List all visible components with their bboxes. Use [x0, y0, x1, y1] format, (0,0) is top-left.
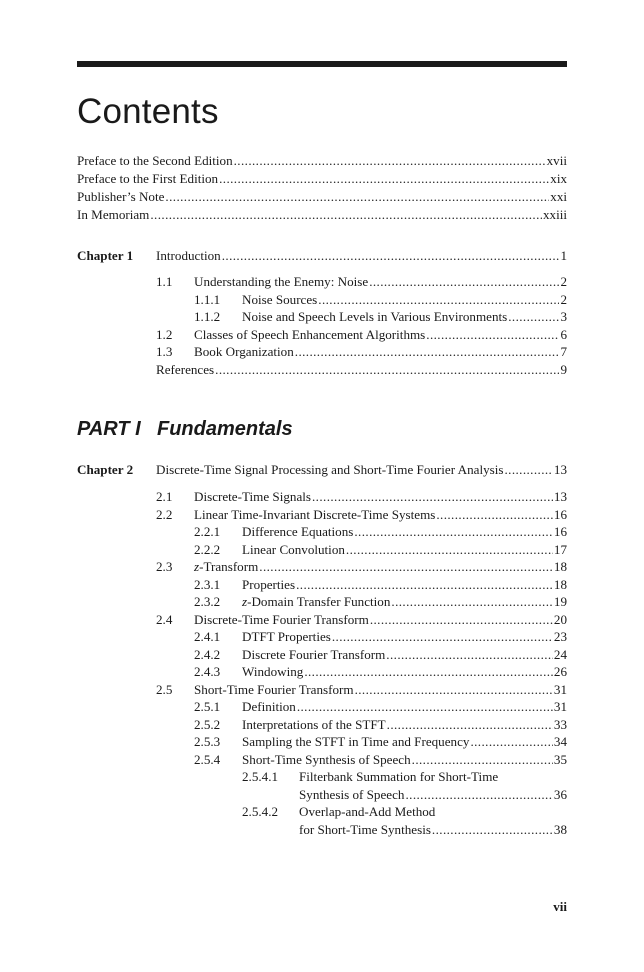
- chapter-label: Chapter 1: [77, 248, 134, 263]
- entry-title-variable: z: [242, 594, 248, 609]
- toc-entry-subsection[interactable]: [194, 647, 567, 663]
- entry-page: xix: [550, 171, 567, 186]
- entry-title: Noise and Speech Levels in Various Environments: [242, 309, 508, 324]
- entry-page: 16: [553, 507, 567, 522]
- toc-entry-front-matter[interactable]: [77, 189, 567, 205]
- toc-entry-section[interactable]: [156, 327, 567, 343]
- leader-dots: [304, 664, 553, 680]
- toc-entry-section[interactable]: [156, 507, 567, 523]
- entry-page: 31: [553, 682, 567, 697]
- entry-title: Properties: [242, 577, 296, 592]
- section-number: 2.5.2: [194, 717, 221, 732]
- toc-entry-chapter[interactable]: [156, 248, 567, 264]
- entry-page: 18: [553, 577, 567, 592]
- leader-dots: [508, 309, 559, 325]
- toc-entry-subsection[interactable]: [194, 629, 567, 645]
- toc-entry-subsubsection-first-line[interactable]: [242, 804, 435, 820]
- entry-title: Introduction: [156, 248, 221, 263]
- leader-dots: [391, 594, 553, 610]
- section-number: 2.4.1: [194, 629, 221, 644]
- toc-entry-subsection[interactable]: [194, 542, 567, 558]
- entry-title-line1: Filterbank Summation for Short-Time: [299, 769, 499, 784]
- entry-page: 36: [553, 787, 567, 802]
- entry-page: 16: [553, 524, 567, 539]
- toc-entry-chapter[interactable]: [156, 462, 567, 478]
- entry-page: 24: [553, 647, 567, 662]
- entry-page: 2: [560, 274, 567, 289]
- section-number: 1.2: [156, 327, 173, 342]
- entry-title: References: [156, 362, 215, 377]
- leader-dots: [215, 362, 559, 378]
- entry-title: Noise Sources: [242, 292, 318, 307]
- section-number: 2.2.1: [194, 524, 221, 539]
- leader-dots: [355, 682, 553, 698]
- leader-dots: [387, 717, 553, 733]
- entry-page: 13: [553, 462, 567, 477]
- toc-entry-subsection[interactable]: [194, 309, 567, 325]
- entry-title: Discrete-Time Fourier Transform: [194, 612, 369, 627]
- toc-entry-section[interactable]: [156, 682, 567, 698]
- entry-title: Short-Time Fourier Transform: [194, 682, 354, 697]
- leader-dots: [234, 153, 546, 169]
- section-number: 2.5.4: [194, 752, 221, 767]
- entry-title-variable: z: [194, 559, 200, 574]
- entry-title: Discrete Fourier Transform: [242, 647, 386, 662]
- entry-title: Preface to the First Edition: [77, 171, 219, 186]
- leader-dots: [426, 327, 559, 343]
- toc-entry-front-matter[interactable]: [77, 171, 567, 187]
- entry-page: 9: [560, 362, 567, 377]
- entry-title: In Memoriam: [77, 207, 150, 222]
- leader-dots: [436, 507, 553, 523]
- toc-entry-subsection[interactable]: [194, 717, 567, 733]
- leader-dots: [432, 822, 553, 838]
- entry-title: Discrete-Time Signals: [194, 489, 311, 504]
- toc-entry-section[interactable]: [156, 489, 567, 505]
- toc-entry-subsubsection[interactable]: [299, 822, 567, 838]
- leader-dots: [295, 344, 560, 360]
- section-number: 2.4.2: [194, 647, 221, 662]
- entry-page: 20: [553, 612, 567, 627]
- section-number: 2.1: [156, 489, 173, 504]
- section-number: 1.1.2: [194, 309, 221, 324]
- section-number: 1.3: [156, 344, 173, 359]
- leader-dots: [346, 542, 553, 558]
- toc-entry-section[interactable]: [156, 344, 567, 360]
- toc-entry-subsection[interactable]: [194, 664, 567, 680]
- toc-entry-subsection[interactable]: [194, 752, 567, 768]
- entry-page: 31: [553, 699, 567, 714]
- toc-entry-section[interactable]: [156, 612, 567, 628]
- entry-page: 34: [553, 734, 567, 749]
- section-number: 2.2.2: [194, 542, 221, 557]
- entry-title: Preface to the Second Edition: [77, 153, 233, 168]
- entry-page: 1: [560, 248, 567, 263]
- section-number: 2.3.2: [194, 594, 221, 609]
- leader-dots: [318, 292, 559, 308]
- entry-page: 3: [560, 309, 567, 324]
- section-number: 2.3.1: [194, 577, 221, 592]
- leader-dots: [470, 734, 552, 750]
- leader-dots: [370, 612, 553, 628]
- leader-dots: [332, 629, 553, 645]
- entry-page: 13: [553, 489, 567, 504]
- toc-entry-front-matter[interactable]: [77, 153, 567, 169]
- toc-entry-references[interactable]: [156, 362, 567, 378]
- entry-title: Windowing: [242, 664, 304, 679]
- leader-dots: [354, 524, 553, 540]
- toc-entry-subsection[interactable]: [194, 292, 567, 308]
- entry-page: 7: [560, 344, 567, 359]
- toc-entry-subsection[interactable]: [194, 524, 567, 540]
- entry-title: Definition: [242, 699, 296, 714]
- toc-entry-subsection[interactable]: [194, 734, 567, 750]
- section-number: 2.5.4.2: [242, 804, 279, 819]
- leader-dots: [219, 171, 549, 187]
- entry-page: 2: [560, 292, 567, 307]
- section-number: 2.4.3: [194, 664, 221, 679]
- toc-entry-front-matter[interactable]: [77, 207, 567, 223]
- entry-title: DTFT Properties: [242, 629, 331, 644]
- leader-dots: [312, 489, 553, 505]
- page-title: Contents: [77, 92, 219, 131]
- toc-entry-subsection[interactable]: [194, 577, 567, 593]
- toc-entry-section[interactable]: [156, 559, 567, 575]
- entry-page: 23: [553, 629, 567, 644]
- entry-title: Book Organization: [194, 344, 294, 359]
- chapter-label: Chapter 2: [77, 462, 134, 477]
- entry-page: 38: [553, 822, 567, 837]
- leader-dots: [412, 752, 553, 768]
- leader-dots: [259, 559, 553, 575]
- entry-title: Linear Time-Invariant Discrete-Time Systems: [194, 507, 436, 522]
- entry-title: -Transform: [199, 559, 259, 574]
- entry-page: 6: [560, 327, 567, 342]
- entry-title-line1: Overlap-and-Add Method: [299, 804, 436, 819]
- leader-dots: [150, 207, 542, 223]
- entry-title: Understanding the Enemy: Noise: [194, 274, 369, 289]
- entry-title: Difference Equations: [242, 524, 354, 539]
- entry-page: 33: [553, 717, 567, 732]
- leader-dots: [296, 577, 553, 593]
- entry-title: Discrete-Time Signal Processing and Short-Time Fourier Analysis: [156, 462, 504, 477]
- entry-page: xxiii: [542, 207, 567, 222]
- entry-page: 18: [553, 559, 567, 574]
- entry-title: Synthesis of Speech: [299, 787, 405, 802]
- toc-entry-subsection[interactable]: [194, 594, 567, 610]
- entry-page: 26: [553, 664, 567, 679]
- section-number: 2.3: [156, 559, 173, 574]
- toc-entry-subsubsection[interactable]: [299, 787, 567, 803]
- toc-entry-subsection[interactable]: [194, 699, 567, 715]
- entry-title: -Domain Transfer Function: [247, 594, 391, 609]
- section-number: 2.4: [156, 612, 173, 627]
- entry-page: 19: [553, 594, 567, 609]
- leader-dots: [165, 189, 549, 205]
- toc-entry-subsubsection-first-line[interactable]: [242, 769, 498, 785]
- entry-page: xvii: [546, 153, 567, 168]
- leader-dots: [405, 787, 552, 803]
- entry-page: xxi: [550, 189, 567, 204]
- entry-title: Sampling the STFT in Time and Frequency: [242, 734, 470, 749]
- entry-page: 35: [553, 752, 567, 767]
- entry-title: for Short-Time Synthesis: [299, 822, 431, 837]
- section-number: 2.5.3: [194, 734, 221, 749]
- part-label: PART I: [77, 418, 141, 440]
- entry-page: 17: [553, 542, 567, 557]
- section-number: 2.5.4.1: [242, 769, 279, 784]
- leader-dots: [386, 647, 553, 663]
- section-number: 1.1: [156, 274, 173, 289]
- section-number: 2.5: [156, 682, 173, 697]
- entry-title: Publisher’s Note: [77, 189, 165, 204]
- section-number: 1.1.1: [194, 292, 221, 307]
- entry-title: Classes of Speech Enhancement Algorithms: [194, 327, 426, 342]
- entry-title: Short-Time Synthesis of Speech: [242, 752, 411, 767]
- leader-dots: [222, 248, 560, 264]
- section-number: 2.2: [156, 507, 173, 522]
- leader-dots: [504, 462, 552, 478]
- entry-title: Interpretations of the STFT: [242, 717, 386, 732]
- top-rule: [77, 61, 567, 67]
- section-number: 2.5.1: [194, 699, 221, 714]
- page-number: vii: [553, 899, 567, 914]
- leader-dots: [297, 699, 553, 715]
- toc-entry-section[interactable]: [156, 274, 567, 290]
- entry-title: Linear Convolution: [242, 542, 345, 557]
- leader-dots: [369, 274, 559, 290]
- part-title: Fundamentals: [157, 418, 293, 440]
